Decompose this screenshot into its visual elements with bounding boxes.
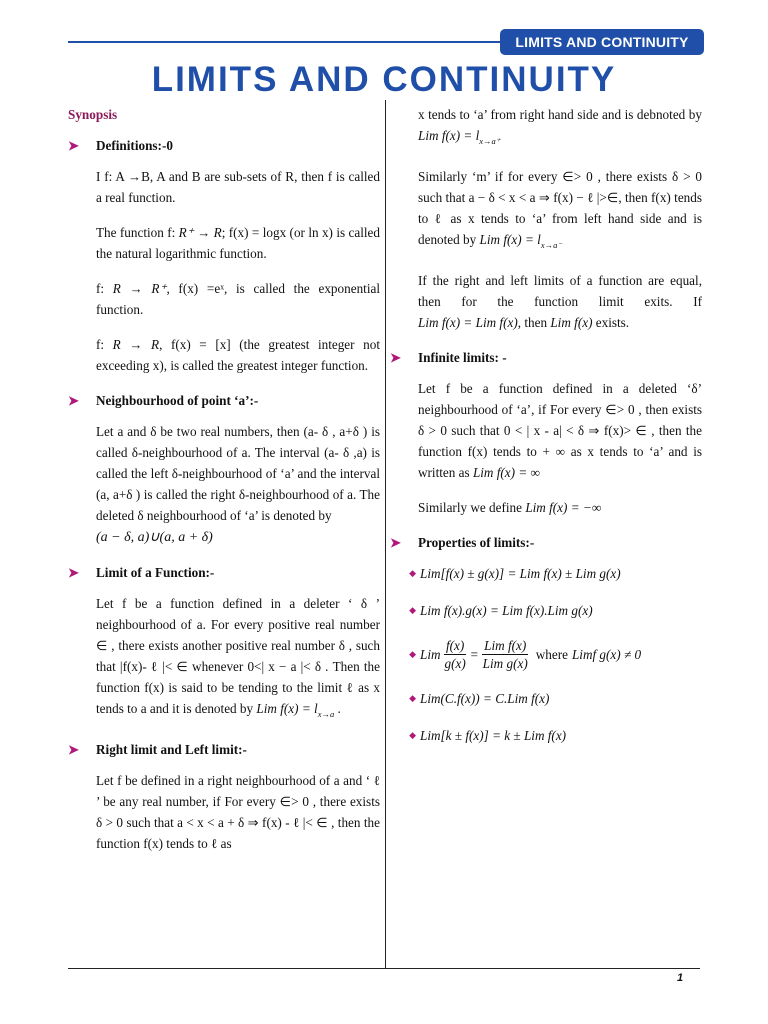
section-heading-definitions	[68, 135, 380, 156]
heading-text: Right limit and Left limit:-	[96, 742, 247, 757]
heading-text: Properties of limits:-	[418, 535, 535, 550]
heading-text: Definitions:-0	[96, 138, 173, 153]
neighbourhood-paragraph: Let a and δ be two real numbers, then (a- δ , a+δ ) is called δ-neighbourhood of a. The interval (a- δ ,a) is called the left δ-neighbourhood of ‘a’ and the interval (a, a+δ ) is called the right δ-neighbourhood of a. The deleted δ neighbourhood of ‘a’ is denoted by (a − δ, a)∪(a, a + δ)	[96, 424, 380, 545]
property-product: ◆ Lim f(x).g(x) = Lim f(x).Lim g(x)	[390, 600, 702, 621]
left-limit-paragraph: Similarly ‘m’ if for every ∈> 0 , there exists δ > 0 such that a − δ < x < a ⇒ f(x) − ℓ |>∈, then f(x) tends to ℓ as x tends to ‘a’ from left hand side and is denoted by Lim $f(x) = l_{x\to a^-}$	[418, 169, 702, 250]
property-constant-sum: ◆ Lim[k ± f(x)] = k ± Lim f(x)	[390, 725, 702, 746]
page-number: 1	[677, 972, 684, 984]
infinite-limit-paragraph: Let f be a function defined in a deleted ‘δ’ neighbourhood of ‘a’, if For every ∈> 0 , then exists δ > 0 such that 0 < | x - a| < δ ⇒ f(x)> ∈ , then the function f(x) tends to + ∞ as x tends to ‘a’ and is written as Lim f(x) = ∞	[418, 381, 702, 480]
right-limit-paragraph: Let f be defined in a right neighbourhood of a and ‘ ℓ ’ be any real number, if For every ∈> 0 , there exists δ > 0 such that a < x < a + δ ⇒ f(x) - ℓ |< ∈ , then the function f(x) tends to ℓ as	[96, 773, 380, 851]
right-limit-continuation: x tends to ‘a’ from right hand side and is debnoted by Lim $f(x) = l_{x\to a^+}$	[418, 107, 702, 146]
limit-formula: Lim f(x) = l	[256, 701, 318, 716]
arrow-bullet-icon: ➤	[68, 565, 79, 580]
definition-gif-function: f: R → R, f(x) = [x] (the greatest integer not exceeding x), is called the greatest integer function.	[96, 337, 380, 373]
section-heading-right-left-limit	[68, 739, 380, 760]
arrow-bullet-icon: ➤	[68, 393, 79, 408]
heading-text: Limit of a Function:-	[96, 565, 215, 580]
arrow-bullet-icon: ➤	[68, 138, 79, 153]
arrow-bullet-icon: ➤	[390, 535, 401, 550]
section-heading-neighbourhood	[68, 390, 380, 411]
diamond-bullet-icon: ◆	[409, 568, 416, 578]
left-column	[68, 104, 380, 868]
quotient-lhs: $\frac{f(x)}{g(x)}$	[444, 638, 466, 671]
property-quotient: ◆ Lim $\frac{f(x)}{g(x)}$ = $\frac{\text{Lim f(x)}}{\text{Lim g(x)}}$ where Limf g(x) ≠ 0	[390, 637, 702, 672]
definition-exp-function: f: R → R⁺, f(x) =eˣ, is called the exponential function.	[96, 281, 381, 317]
diamond-bullet-icon: ◆	[409, 605, 416, 615]
header-rule	[68, 41, 500, 43]
equal-limits-paragraph: If the right and left limits of a function are equal, then for the function limit exits. If Lim f(x) = Lim f(x), then Lim f(x) exists.	[418, 273, 702, 330]
quotient-rhs: $\frac{\text{Lim f(x)}}{\text{Lim g(x)}}$	[482, 638, 528, 671]
property-constant-multiple: ◆ Lim(C.f(x)) = C.Lim f(x)	[390, 688, 702, 709]
arrow-bullet-icon: ➤	[390, 350, 401, 365]
definition-real-function: I f: A →B, A and B are sub-sets of R, then f is called a real function.	[96, 169, 380, 205]
arrow-bullet-icon: ➤	[68, 742, 79, 757]
definition-log-function: The function f: R⁺ → R; f(x) = logx (or ln x) is called the natural logarithmic function.	[96, 225, 380, 261]
diamond-bullet-icon: ◆	[409, 693, 416, 703]
limit-paragraph: Let f be a function defined in a deleter ‘ δ ’ neighbourhood of a. For every positive real number ∈ , there exists another positive real number δ , such that |f(x)- ℓ |< ∈ whenever 0<| x − a |< δ . Then the function f(x) is said to be tending to the limit ℓ as x tends to a and it is denoted by Lim $f(x) = l_{x\to a}$ .	[96, 596, 380, 719]
section-heading-properties	[390, 532, 702, 553]
footer-rule	[68, 968, 700, 969]
section-heading-limit	[68, 562, 380, 583]
property-sum: ◆ Lim[f(x) ± g(x)] = Lim f(x) ± Lim g(x)	[390, 563, 702, 584]
page-title: LIMITS AND CONTINUITY	[151, 60, 617, 99]
heading-text: Neighbourhood of point ‘a’:-	[96, 393, 259, 408]
diamond-bullet-icon: ◆	[409, 730, 416, 740]
diamond-bullet-icon: ◆	[409, 649, 416, 659]
synopsis-label: Synopsis	[68, 107, 118, 122]
right-column	[390, 104, 702, 762]
negative-infinite-paragraph: Similarly we define Lim f(x) = −∞	[418, 500, 602, 515]
section-heading-infinite-limits	[390, 347, 702, 368]
heading-text: Infinite limits: -	[418, 350, 507, 365]
column-divider	[385, 100, 386, 968]
chapter-badge: LIMITS AND CONTINUITY	[500, 29, 704, 55]
